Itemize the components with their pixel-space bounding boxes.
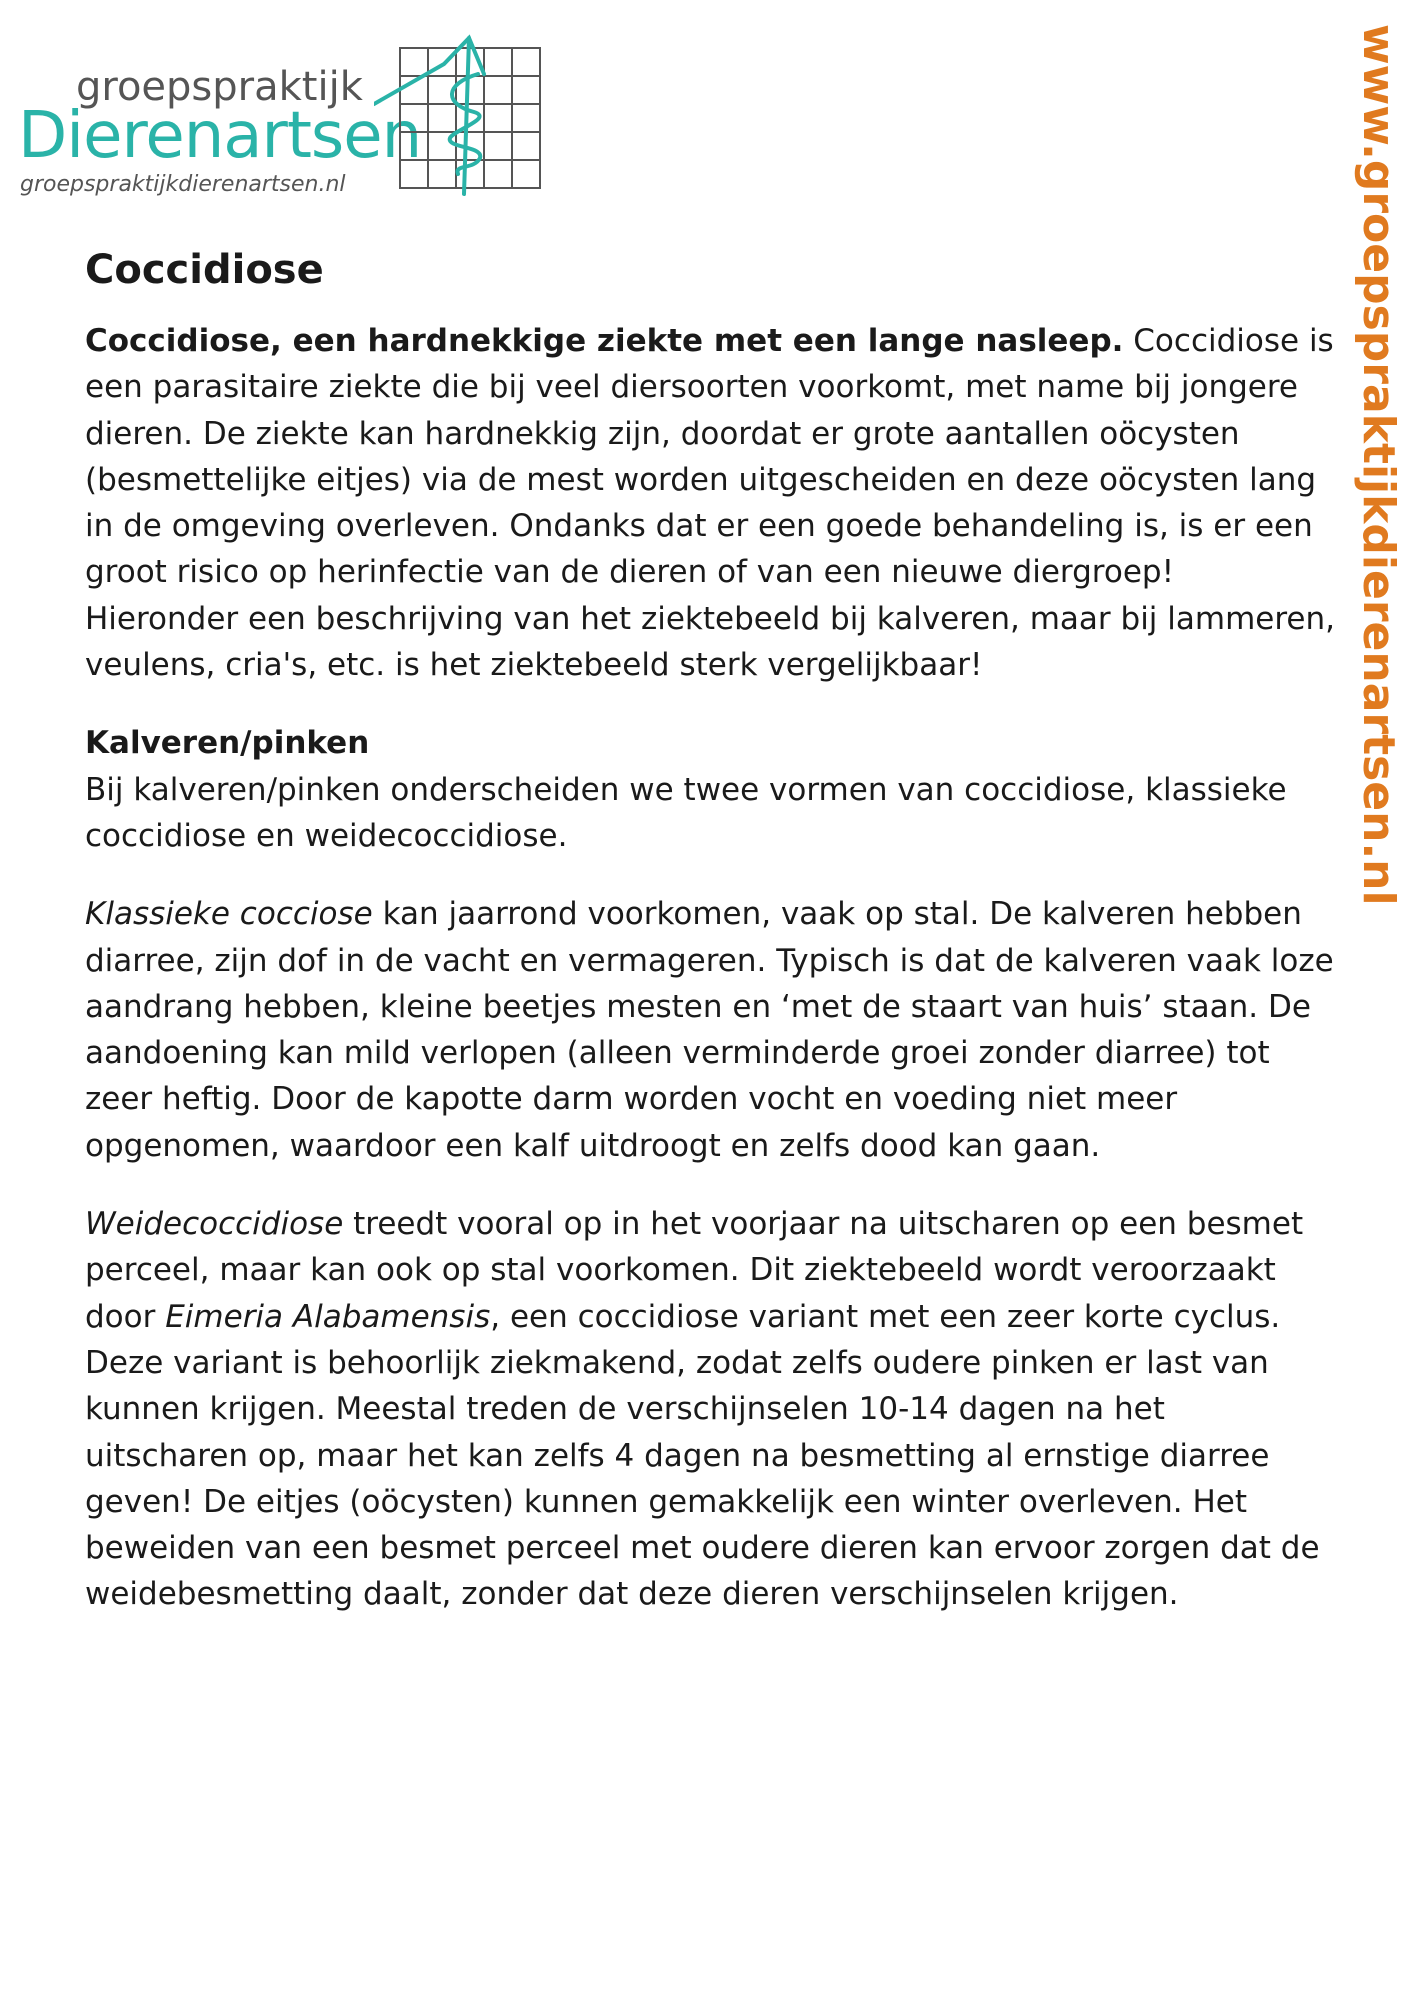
weide-term: Weidecoccidiose	[85, 1206, 344, 1243]
page-title: Coccidiose	[85, 247, 324, 293]
klassiek-paragraph	[85, 891, 1335, 1169]
intro-lead: Coccidiose, een hardnekkige ziekte met een lange nasleep.	[85, 323, 1124, 359]
klassiek-text: kan jaarrond voorkomen, vaak op stal. De kalveren hebben diarree, zijn dof in de vacht en vermageren. Typisch is dat de kalveren vaak loze aandrang hebben, kleine beetjes mesten en ‘met de staart van huis’ staan. De aandoening kan mild verlopen (alleen verminderde groei zonder diarree) tot zeer heftig. Door de kapotte darm worden vocht en voeding niet meer opgenomen, waardoor een kalf uitdroogt en zelfs dood kan gaan.	[85, 896, 1334, 1164]
weide-paragraph	[85, 1201, 1335, 1618]
weide-species: Eimeria Alabamensis	[165, 1298, 491, 1335]
intro-paragraph	[85, 318, 1335, 688]
logo-url: groepspraktijkdierenartsen.nl	[20, 172, 346, 197]
klassiek-term: Klassieke cocciose	[85, 896, 373, 933]
section-heading: Kalveren/pinken	[85, 725, 370, 762]
logo	[14, 26, 544, 206]
weide-text-1: treedt vooral op in het voorjaar na uitscharen op een besmet perceel, maar kan ook op stal voorkomen. Dit ziektebeeld wordt veroorzaakt door	[85, 1206, 1304, 1335]
weide-text-2: , een coccidiose variant met een zeer korte cyclus. Deze variant is behoorlijk ziekmakend, zodat zelfs oudere pinken er last van kunnen krijgen. Meestal treden de verschijnselen 10-14 dagen na het uitscharen op, maar het kan zelfs 4 dagen na besmetting al ernstige diarree geven! De eitjes (oöcysten) kunnen gemakkelijk een winter overleven. Het beweiden van een besmet perceel met oudere dieren kan ervoor zorgen dat de weidebesmetting daalt, zonder dat deze dieren verschijnselen krijgen.	[85, 1298, 1320, 1613]
side-website-url: www.groepspraktijkdierenartsen.nl	[1353, 24, 1404, 906]
logo-grid-caduceus-icon	[374, 34, 544, 204]
section-text: Bij kalveren/pinken onderscheiden we twee vormen van coccidiose, klassieke coccidiose en weidecoccidiose.	[85, 771, 1287, 854]
logo-line1: groepspraktijk	[76, 64, 363, 110]
intro-text: Coccidiose is een parasitaire ziekte die bij veel diersoorten voorkomt, met name bij jongere dieren. De ziekte kan hardnekkig zijn, doordat er grote aantallen oöcysten (besmettelijke eitjes) via de mest worden uitgescheiden en deze oöcysten lang in de omgeving overleven. Ondanks dat er een goede behandeling is, is er een groot risico op herinfectie van de dieren of van een nieuwe diergroep! Hieronder een beschrijving van het ziektebeeld bij kalveren, maar bij lammeren, veulens, cria's, etc. is het ziektebeeld sterk vergelijkbaar!	[85, 323, 1335, 684]
article	[85, 240, 1335, 1618]
logo-line2: Dierenartsen	[18, 99, 422, 173]
